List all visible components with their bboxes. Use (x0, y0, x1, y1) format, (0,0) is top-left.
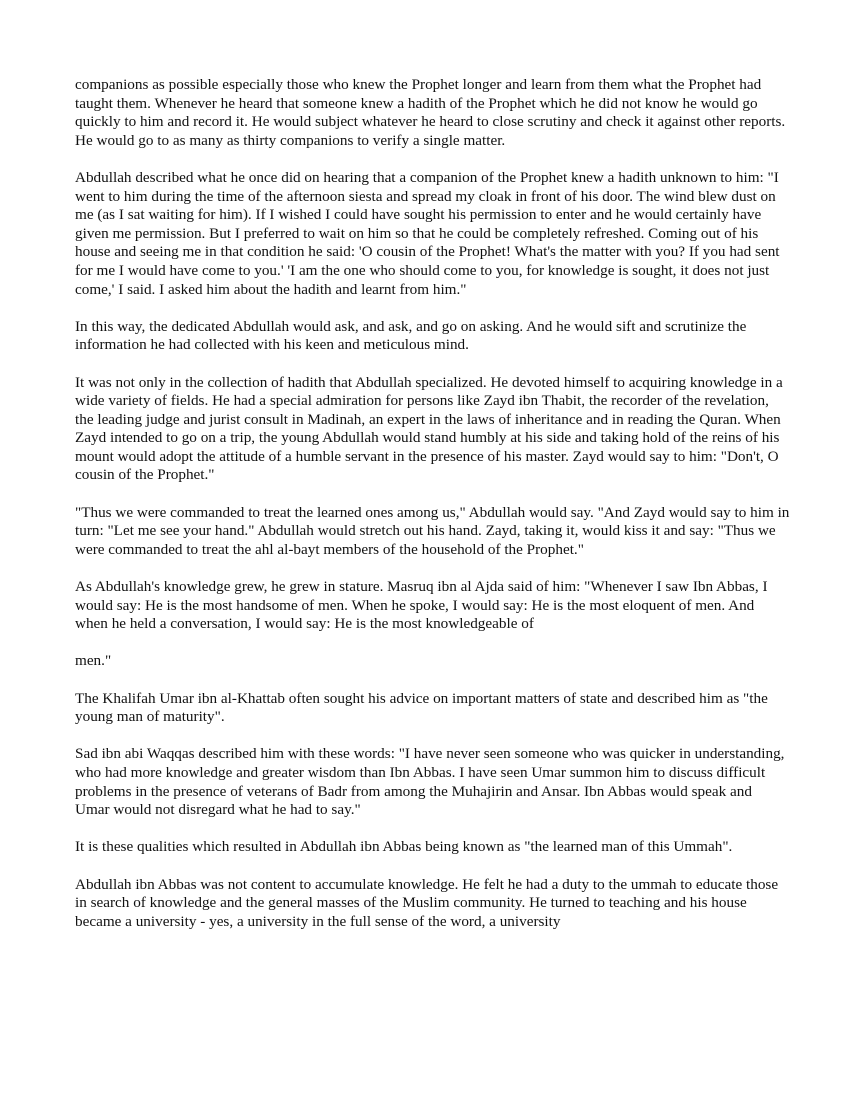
paragraph-10: It is these qualities which resulted in Abdullah ibn Abbas being known as "the learned man of this Ummah". (75, 838, 733, 856)
paragraph-2: Abdullah described what he once did on hearing that a companion of the Prophet knew a hadith unknown to him: "I went to him during the time of the afternoon siesta and spread my cloak in front of his door. The wind blew dust on me (as I sat waiting for him). If I wished I could have sought his permission to enter and he would certainly have given me permission. But I preferred to wait on him so that he could be completely refreshed. Coming out of his house and seeing me in that condition he said: 'O cousin of the Prophet! What's the matter with you? If you had sent for me I would have come to you.' 'I am the one who should come to you, for knowledge is sought, it does not just come,' I said. I asked him about the hadith and learnt from him." (75, 168, 780, 298)
paragraph-4: It was not only in the collection of hadith that Abdullah specialized. He devoted himself to acquiring knowledge in a wide variety of fields. He had a special admiration for persons like Zayd ibn Thabit, the recorder of the revelation, the leading judge and jurist consult in Madinah, an expert in the laws of inheritance and in reading the Quran. When Zayd intended to go on a trip, the young Abdullah would stand humbly at his side and taking hold of the reins of his mount would adopt the attitude of a humble servant in the presence of his master. Zayd would say to him: "Don't, O cousin of the Prophet." (75, 373, 783, 484)
paragraph-5: "Thus we were commanded to treat the learned ones among us," Abdullah would say. "And Zayd would say to him in turn: "Let me see your hand." Abdullah would stretch out his hand. Zayd, taking it, would kiss it and say: "Thus we were commanded to treat the ahl al-bayt members of the household of the Prophet." (75, 503, 790, 558)
paragraph-9: Sad ibn abi Waqqas described him with these words: "I have never seen someone who was quicker in understanding, who had more knowledge and greater wisdom than Ibn Abbas. I have seen Umar summon him to discuss difficult problems in the presence of veterans of Badr from among the Muhajirin and Ansar. Ibn Abbas would speak and Umar would not disregard what he had to say." (75, 745, 785, 819)
paragraph-11: Abdullah ibn Abbas was not content to accumulate knowledge. He felt he had a duty to the ummah to educate those in search of knowledge and the general masses of the Muslim community. He turned to teaching and his house became a university - yes, a university in the full sense of the word, a university (75, 875, 779, 930)
paragraph-7: men." (75, 652, 112, 670)
paragraph-3: In this way, the dedicated Abdullah would ask, and ask, and go on asking. And he would sift and scrutinize the information he had collected with his keen and meticulous mind. (75, 317, 747, 354)
paragraph-8: The Khalifah Umar ibn al-Khattab often sought his advice on important matters of state and described him as "the young man of maturity". (75, 689, 768, 726)
paragraph-1: companions as possible especially those who knew the Prophet longer and learn from them what the Prophet had taught them. Whenever he heard that someone knew a hadith of the Prophet which he did not know he would go quickly to him and record it. He would subject whatever he heard to close scrutiny and check it against other reports. He would go to as many as thirty companions to verify a single matter. (75, 76, 786, 149)
paragraph-6: As Abdullah's knowledge grew, he grew in stature. Masruq ibn al Ajda said of him: "Whenever I saw Ibn Abbas, I would say: He is the most handsome of men. When he spoke, I would say: He is the most eloquent of men. And when he held a conversation, I would say: He is the most knowledgeable of (75, 578, 768, 633)
document-page (75, 76, 790, 950)
